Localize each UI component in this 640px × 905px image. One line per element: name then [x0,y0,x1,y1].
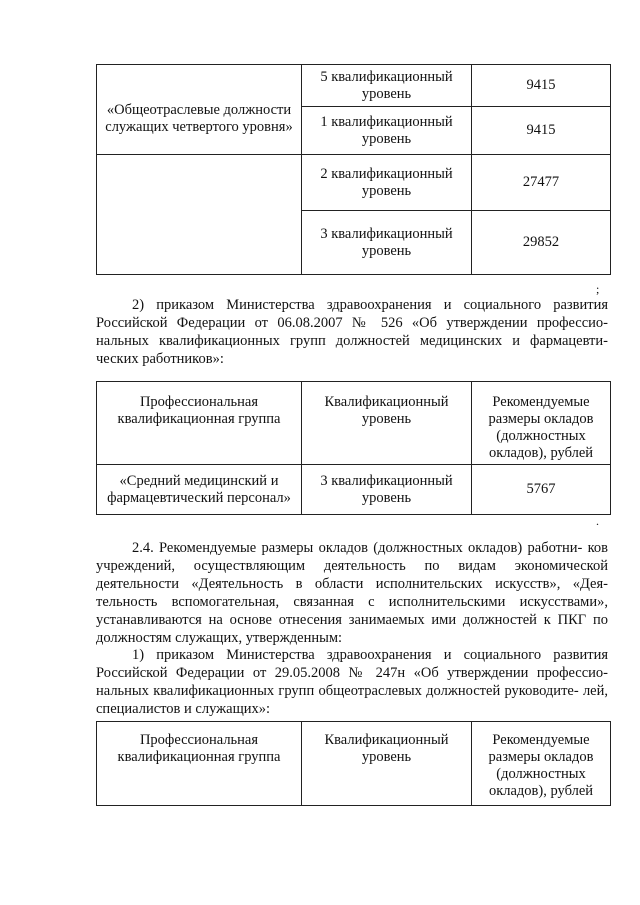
table-row [97,211,611,275]
table-salary-continuation [96,64,611,275]
end-mark: ; [596,282,600,296]
salary-cell: 9415 [472,65,611,107]
qualification-level-cell: 1 квалификационный уровень [302,107,472,155]
table-general-positions [96,721,611,806]
qualification-group-cell: «Средний медицинский и фармацевтический персонал» [97,465,302,515]
paragraph-order-1: 1) приказом Министерства здравоохранения и социального развития Российской Федерации от 29.05.2008 № 247н «Об утверждении профессио- нальных квалификационных групп общеотраслевых должностей руководите- лей, специалистов и служащих»: [96,647,608,717]
qualification-level-cell: 5 квалификационный уровень [302,65,472,107]
empty-group-cell [97,155,302,211]
empty-group-cell [97,211,302,275]
paragraph-2-4: 2.4. Рекомендуемые размеры окладов (должностных окладов) работни- ков учреждений, осуществляющим деятельность по видам экономической деятельности «Деятельность в области исполнительских искусств», «Дея- тельность вспомогательная, связанная с исполнительскими искусствами», устанавливаются на основе отнесения занимаемых ими должностей к ПКГ по должностям служащих, утвержденным: [96,540,608,646]
qualification-level-cell: 2 квалификационный уровень [302,155,472,211]
table-row [97,465,611,515]
end-mark: . [596,514,599,528]
table-header-row [97,382,611,465]
column-header-salary: Рекомендуемые размеры окладов (должностных окладов), рублей [472,722,611,806]
table-row [97,65,611,107]
paragraph-order-2: 2) приказом Министерства здравоохранения и социального развития Российской Федерации от 06.08.2007 № 526 «Об утверждении профессио- нальных квалификационных групп должностей медицинских и фармацевти- ческих работников»: [96,297,608,367]
column-header-level: Квалификационный уровень [302,722,472,806]
qualification-level-cell: 3 квалификационный уровень [302,465,472,515]
column-header-level: Квалификационный уровень [302,382,472,465]
salary-cell: 9415 [472,107,611,155]
qualification-level-cell: 3 квалификационный уровень [302,211,472,275]
salary-cell: 27477 [472,155,611,211]
salary-cell: 29852 [472,211,611,275]
salary-cell: 5767 [472,465,611,515]
qualification-group-cell: «Общеотраслевые должности служащих четвертого уровня» [97,65,302,155]
table-header-row [97,722,611,806]
column-header-salary: Рекомендуемые размеры окладов (должностных окладов), рублей [472,382,611,465]
table-row [97,155,611,211]
column-header-group: Профессиональная квалификационная группа [97,382,302,465]
table-medical-staff [96,381,611,515]
column-header-group: Профессиональная квалификационная группа [97,722,302,806]
